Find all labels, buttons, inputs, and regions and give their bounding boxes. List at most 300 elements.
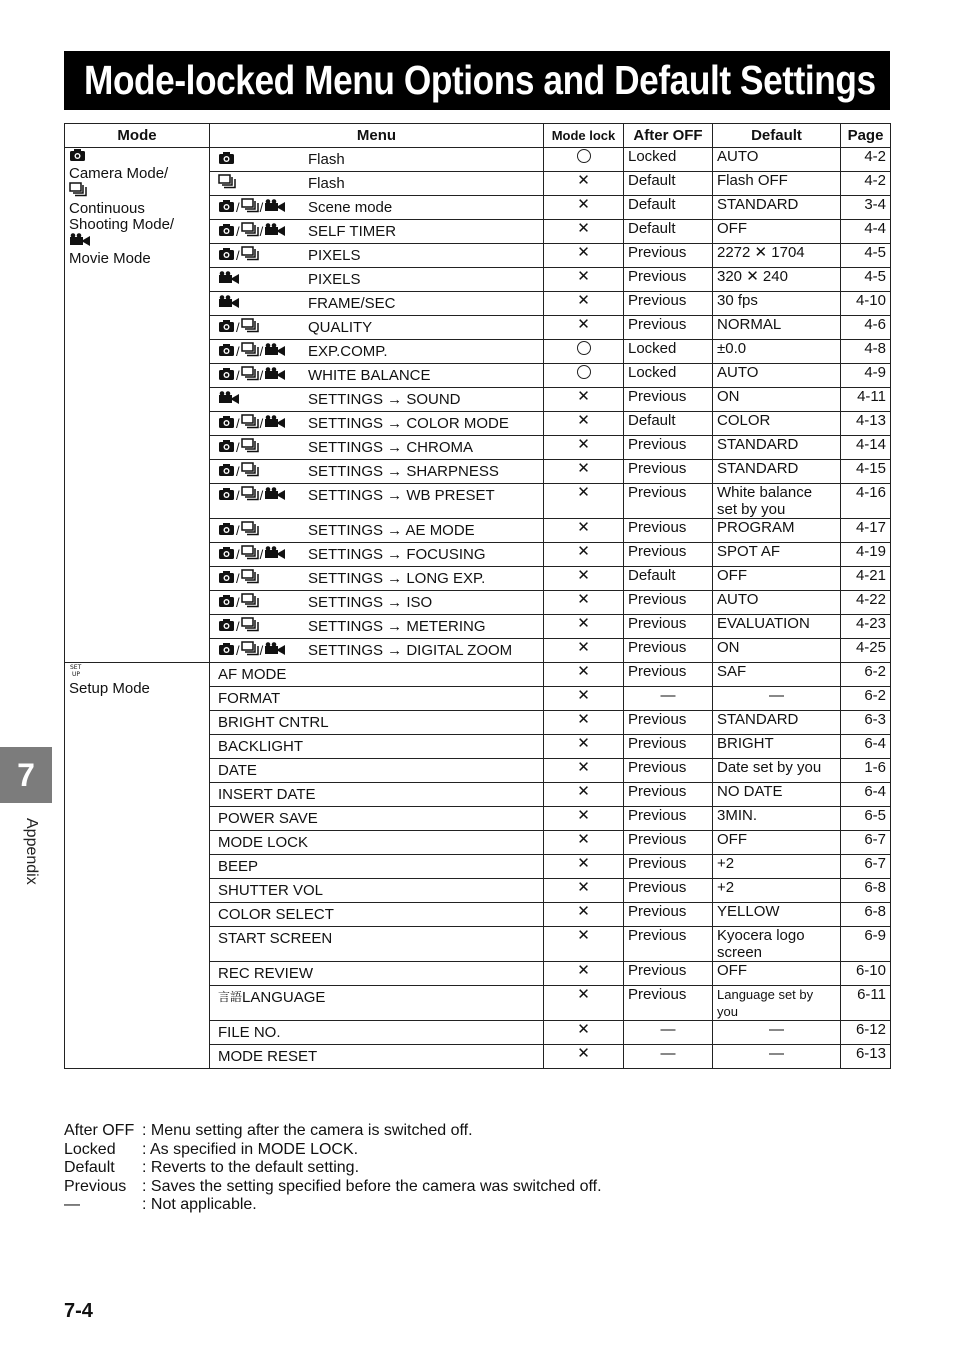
icon-separator: /	[259, 547, 264, 562]
cross-icon: ✕	[577, 807, 590, 824]
page-cell: 4-9	[841, 364, 891, 388]
menu-inner	[214, 735, 539, 755]
mode-icons	[214, 546, 308, 563]
cross-icon: ✕	[577, 519, 590, 536]
menu-inner	[214, 543, 539, 563]
menu-inner	[214, 831, 539, 851]
mode-icons	[214, 295, 308, 312]
legend-item	[64, 1178, 602, 1197]
legend-desc: : Menu setting after the camera is switched off.	[142, 1122, 473, 1139]
mode-lock-cell	[544, 292, 624, 316]
mode-icons	[214, 343, 308, 360]
continuous-shooting-icon	[241, 246, 259, 265]
circle-icon	[577, 149, 591, 163]
cross-icon: ✕	[577, 484, 590, 501]
cross-icon: ✕	[577, 1021, 590, 1038]
camera-icon	[69, 148, 86, 166]
legend-desc: : Not applicable.	[142, 1196, 257, 1213]
menu-inner	[214, 687, 539, 707]
mode-lock-cell	[544, 831, 624, 855]
header-menu: Menu	[210, 124, 544, 148]
page-cell: 4-19	[841, 543, 891, 567]
menu-label: FORMAT	[218, 690, 281, 707]
mode-icons	[214, 487, 308, 504]
table-row	[65, 148, 891, 172]
page-cell: 6-8	[841, 879, 891, 903]
cross-icon: ✕	[577, 927, 590, 944]
header-page: Page	[841, 124, 891, 148]
menu-inner	[214, 364, 539, 384]
default-cell: Date set by you	[713, 759, 841, 783]
default-cell: NORMAL	[713, 316, 841, 340]
menu-cell	[210, 927, 544, 962]
camera-icon	[218, 439, 235, 457]
mode-lock-cell	[544, 172, 624, 196]
menu-label: Scene mode	[308, 199, 393, 216]
icon-separator: /	[236, 368, 240, 383]
icon-separator: /	[236, 595, 240, 610]
after-off-cell: Previous	[624, 711, 713, 735]
table-body	[65, 148, 891, 1069]
page-cell: 4-2	[841, 172, 891, 196]
continuous-shooting-icon	[241, 222, 259, 241]
menu-inner	[214, 783, 539, 803]
default-cell: AUTO	[713, 148, 841, 172]
cross-icon: ✕	[577, 196, 590, 213]
menu-label: SETTINGS → WB PRESET	[308, 487, 495, 504]
page-cell: 4-5	[841, 268, 891, 292]
menu-label: SETTINGS → SHARPNESS	[308, 463, 499, 480]
cross-icon: ✕	[577, 220, 590, 237]
legend-term: —	[64, 1196, 80, 1213]
continuous-shooting-icon	[241, 198, 259, 217]
after-off-cell: Default	[624, 196, 713, 220]
menu-label: MODE LOCK	[218, 834, 309, 851]
menu-inner	[214, 1045, 539, 1065]
after-off-cell: Default	[624, 172, 713, 196]
cross-icon: ✕	[577, 244, 590, 261]
continuous-shooting-icon	[241, 569, 259, 588]
cross-icon: ✕	[577, 735, 590, 752]
mode-text: Movie Mode	[69, 250, 151, 267]
menu-cell	[210, 615, 544, 639]
default-cell: —	[713, 1045, 841, 1069]
camera-icon	[218, 522, 235, 540]
default-cell: 2272 ✕ 1704	[713, 244, 841, 268]
chapter-number: 7	[17, 756, 35, 793]
menu-label: SETTINGS → FOCUSING	[308, 546, 486, 563]
menu-label: WHITE BALANCE	[308, 367, 431, 384]
legend-item	[64, 1196, 602, 1215]
default-cell: OFF	[713, 962, 841, 986]
camera-icon	[218, 570, 235, 588]
movie-icon	[69, 233, 91, 251]
default-cell: Kyocera logo screen	[713, 927, 841, 962]
menu-inner	[214, 879, 539, 899]
page-cell: 6-2	[841, 687, 891, 711]
menu-inner	[214, 855, 539, 875]
icon-separator: /	[236, 571, 240, 586]
menu-cell	[210, 1045, 544, 1069]
movie-icon	[218, 391, 240, 409]
movie-icon	[264, 199, 286, 217]
after-off-cell: —	[624, 1045, 713, 1069]
mode-cell	[65, 148, 210, 663]
mode-line	[69, 663, 205, 681]
mode-line	[69, 182, 205, 201]
legend-desc: : Saves the setting specified before the camera was switched off.	[142, 1177, 602, 1195]
page-cell: 4-25	[841, 639, 891, 663]
menu-cell	[210, 268, 544, 292]
page-cell: 6-12	[841, 1021, 891, 1045]
mode-icons	[214, 522, 308, 539]
menu-cell	[210, 172, 544, 196]
after-off-cell: Previous	[624, 543, 713, 567]
camera-icon	[218, 319, 235, 337]
mode-lock-cell	[544, 986, 624, 1021]
icon-separator: /	[236, 320, 240, 335]
after-off-cell: Previous	[624, 855, 713, 879]
menu-inner	[214, 615, 539, 635]
mode-lock-cell	[544, 436, 624, 460]
default-cell: STANDARD	[713, 711, 841, 735]
menu-inner	[214, 436, 539, 456]
icon-separator: /	[236, 248, 240, 263]
mode-lock-cell	[544, 663, 624, 687]
camera-icon	[218, 415, 235, 433]
legend-term: After OFF	[64, 1122, 135, 1139]
default-cell: AUTO	[713, 364, 841, 388]
after-off-cell: Previous	[624, 879, 713, 903]
menu-label: SETTINGS → CHROMA	[308, 439, 474, 456]
default-cell: +2	[713, 879, 841, 903]
cross-icon: ✕	[577, 855, 590, 872]
menu-cell	[210, 220, 544, 244]
menu-cell	[210, 855, 544, 879]
mode-lock-cell	[544, 148, 624, 172]
page-cell: 3-4	[841, 196, 891, 220]
menu-inner	[214, 1021, 539, 1041]
default-cell: BRIGHT	[713, 735, 841, 759]
legend-item	[64, 1122, 602, 1141]
page-cell: 6-9	[841, 927, 891, 962]
menu-cell	[210, 663, 544, 687]
menu-cell	[210, 903, 544, 927]
menu-inner	[214, 519, 539, 539]
circle-icon	[577, 365, 591, 379]
mode-lock-cell	[544, 879, 624, 903]
after-off-cell: Previous	[624, 639, 713, 663]
default-cell: ON	[713, 388, 841, 412]
after-off-cell: —	[624, 687, 713, 711]
menu-inner	[214, 244, 539, 264]
mode-lock-cell	[544, 639, 624, 663]
menu-cell	[210, 1021, 544, 1045]
cross-icon: ✕	[577, 268, 590, 285]
menu-inner	[214, 903, 539, 923]
mode-lock-cell	[544, 388, 624, 412]
menu-label: SETTINGS → COLOR MODE	[308, 415, 509, 432]
menu-cell	[210, 543, 544, 567]
menu-label: REC REVIEW	[218, 965, 314, 982]
menu-inner	[214, 268, 539, 288]
camera-icon	[218, 487, 235, 505]
menu-inner	[214, 148, 539, 168]
mode-lock-cell	[544, 268, 624, 292]
setup-icon	[69, 663, 83, 681]
icon-separator: /	[236, 416, 240, 431]
movie-icon	[264, 223, 286, 241]
after-off-cell: Previous	[624, 388, 713, 412]
menu-cell	[210, 962, 544, 986]
menu-label: PIXELS	[308, 247, 361, 264]
mode-lock-cell	[544, 412, 624, 436]
mode-line	[69, 148, 205, 166]
menu-inner	[214, 807, 539, 827]
mode-text: Setup Mode	[69, 680, 150, 697]
page-cell: 4-10	[841, 292, 891, 316]
continuous-shooting-icon	[241, 521, 259, 540]
menu-label: LANGUAGE	[242, 989, 326, 1006]
page-cell: 4-22	[841, 591, 891, 615]
cross-icon: ✕	[577, 615, 590, 632]
icon-separator: /	[259, 643, 264, 658]
cross-icon: ✕	[577, 388, 590, 405]
menu-inner	[214, 316, 539, 336]
default-cell: +2	[713, 855, 841, 879]
icon-separator: /	[259, 344, 264, 359]
after-off-cell: Previous	[624, 759, 713, 783]
menu-label: BEEP	[218, 858, 259, 875]
page-cell: 6-7	[841, 831, 891, 855]
movie-icon	[264, 546, 286, 564]
page-cell: 6-4	[841, 735, 891, 759]
after-off-cell: Default	[624, 220, 713, 244]
camera-icon	[218, 199, 235, 217]
default-cell: SPOT AF	[713, 543, 841, 567]
language-icon: 言語	[218, 990, 243, 1004]
camera-icon	[218, 223, 235, 241]
menu-label: FILE NO.	[218, 1024, 281, 1041]
continuous-shooting-icon	[241, 414, 259, 433]
mode-lock-cell	[544, 220, 624, 244]
menu-cell	[210, 986, 544, 1021]
movie-icon	[264, 487, 286, 505]
mode-icons	[214, 415, 308, 432]
menu-inner	[214, 591, 539, 611]
mode-lock-cell	[544, 244, 624, 268]
movie-icon	[264, 343, 286, 361]
menu-label: PIXELS	[308, 271, 361, 288]
continuous-shooting-icon	[241, 438, 259, 457]
menu-label: SETTINGS → ISO	[308, 594, 433, 611]
cross-icon: ✕	[577, 663, 590, 680]
mode-icons	[214, 175, 308, 192]
menu-inner	[214, 759, 539, 779]
mode-line	[69, 233, 205, 251]
after-off-cell: Previous	[624, 292, 713, 316]
menu-cell	[210, 484, 544, 519]
cross-icon: ✕	[577, 436, 590, 453]
menu-cell	[210, 412, 544, 436]
menu-label: DATE	[218, 762, 257, 779]
menu-label: SETTINGS → DIGITAL ZOOM	[308, 642, 513, 659]
page-cell: 4-15	[841, 460, 891, 484]
mode-icons	[214, 247, 308, 264]
camera-icon	[218, 642, 235, 660]
after-off-cell: Previous	[624, 484, 713, 519]
after-off-cell: Previous	[624, 807, 713, 831]
after-off-cell: Locked	[624, 148, 713, 172]
cross-icon: ✕	[577, 591, 590, 608]
menu-label: SETTINGS → LONG EXP.	[308, 570, 486, 587]
mode-line	[69, 217, 205, 233]
mode-line	[69, 251, 205, 267]
default-cell: STANDARD	[713, 460, 841, 484]
menu-label: SETTINGS → SOUND	[308, 391, 461, 408]
continuous-shooting-icon	[218, 174, 236, 193]
mode-text: Camera Mode/	[69, 165, 169, 182]
cross-icon: ✕	[577, 412, 590, 429]
after-off-cell: Locked	[624, 340, 713, 364]
svg-text:SET: SET	[70, 664, 82, 671]
menu-cell	[210, 687, 544, 711]
mode-lock-cell	[544, 855, 624, 879]
menu-cell	[210, 340, 544, 364]
default-cell: 3MIN.	[713, 807, 841, 831]
menu-cell	[210, 783, 544, 807]
menu-cell	[210, 735, 544, 759]
after-off-cell: Previous	[624, 962, 713, 986]
mode-lock-cell	[544, 962, 624, 986]
mode-lock-cell	[544, 927, 624, 962]
menu-cell	[210, 807, 544, 831]
after-off-cell: Previous	[624, 903, 713, 927]
page-number: 7-4	[64, 1300, 93, 1322]
after-off-cell: Previous	[624, 460, 713, 484]
menu-inner	[214, 388, 539, 408]
page-cell: 1-6	[841, 759, 891, 783]
mode-lock-cell	[544, 735, 624, 759]
cross-icon: ✕	[577, 879, 590, 896]
default-cell: —	[713, 1021, 841, 1045]
menu-cell	[210, 831, 544, 855]
page-cell: 6-5	[841, 807, 891, 831]
page-cell: 4-2	[841, 148, 891, 172]
legend	[64, 1122, 602, 1215]
movie-icon	[264, 415, 286, 433]
continuous-shooting-icon	[241, 486, 259, 505]
menu-inner	[214, 460, 539, 480]
after-off-cell: Default	[624, 412, 713, 436]
page-cell: 6-11	[841, 986, 891, 1021]
menu-cell	[210, 460, 544, 484]
movie-icon	[218, 295, 240, 313]
mode-cell	[65, 663, 210, 1069]
mode-lock-cell	[544, 543, 624, 567]
after-off-cell: Previous	[624, 436, 713, 460]
page-cell: 6-10	[841, 962, 891, 986]
after-off-cell: Previous	[624, 244, 713, 268]
page-cell: 4-11	[841, 388, 891, 412]
mode-text: Continuous	[69, 200, 145, 217]
mode-text: Shooting Mode/	[69, 216, 175, 233]
after-off-cell: Previous	[624, 927, 713, 962]
icon-separator: /	[236, 440, 240, 455]
page-cell: 4-23	[841, 615, 891, 639]
menu-inner	[214, 663, 539, 683]
after-off-cell: Previous	[624, 268, 713, 292]
icon-separator: /	[259, 224, 264, 239]
menu-inner	[214, 292, 539, 312]
page-cell: 4-8	[841, 340, 891, 364]
legend-desc: : As specified in MODE LOCK.	[142, 1140, 359, 1158]
default-cell: STANDARD	[713, 436, 841, 460]
page-cell: 4-4	[841, 220, 891, 244]
menu-inner	[214, 567, 539, 587]
page-cell: 6-4	[841, 783, 891, 807]
chapter-tab	[0, 747, 52, 803]
menu-inner	[214, 711, 539, 731]
default-cell: ±0.0	[713, 340, 841, 364]
page-cell: 4-6	[841, 316, 891, 340]
cross-icon: ✕	[577, 687, 590, 704]
page-cell: 6-7	[841, 855, 891, 879]
mode-line	[69, 166, 205, 182]
default-cell: AUTO	[713, 591, 841, 615]
legend-desc: : Reverts to the default setting.	[142, 1159, 360, 1176]
menu-cell	[210, 436, 544, 460]
legend-term: Default	[64, 1159, 115, 1176]
continuous-shooting-icon	[241, 641, 259, 660]
mode-line	[69, 201, 205, 217]
default-cell: OFF	[713, 220, 841, 244]
icon-separator: /	[236, 488, 240, 503]
legend-item	[64, 1141, 602, 1160]
icon-separator: /	[236, 224, 240, 239]
menu-cell	[210, 388, 544, 412]
icon-separator: /	[236, 547, 240, 562]
mode-lock-cell	[544, 484, 624, 519]
legend-item	[64, 1159, 602, 1178]
cross-icon: ✕	[577, 986, 590, 1003]
mode-icons	[214, 199, 308, 216]
title-bar	[64, 51, 890, 110]
after-off-cell: Previous	[624, 316, 713, 340]
after-off-cell: Previous	[624, 783, 713, 807]
header-default: Default	[713, 124, 841, 148]
mode-icons	[214, 618, 308, 635]
after-off-cell: Previous	[624, 615, 713, 639]
menu-label: SHUTTER VOL	[218, 882, 324, 899]
mode-icons	[214, 271, 308, 288]
menu-cell	[210, 519, 544, 543]
continuous-shooting-icon	[241, 366, 259, 385]
mode-lock-cell	[544, 711, 624, 735]
after-off-cell: Previous	[624, 663, 713, 687]
camera-icon	[218, 343, 235, 361]
header-mode: Mode	[65, 124, 210, 148]
cross-icon: ✕	[577, 962, 590, 979]
page-cell: 4-16	[841, 484, 891, 519]
continuous-shooting-icon	[69, 182, 87, 201]
menu-inner	[214, 196, 539, 216]
mode-lock-cell	[544, 687, 624, 711]
cross-icon: ✕	[577, 639, 590, 656]
header-mode-lock: Mode lock	[544, 124, 624, 148]
cross-icon: ✕	[577, 903, 590, 920]
menu-cell	[210, 244, 544, 268]
